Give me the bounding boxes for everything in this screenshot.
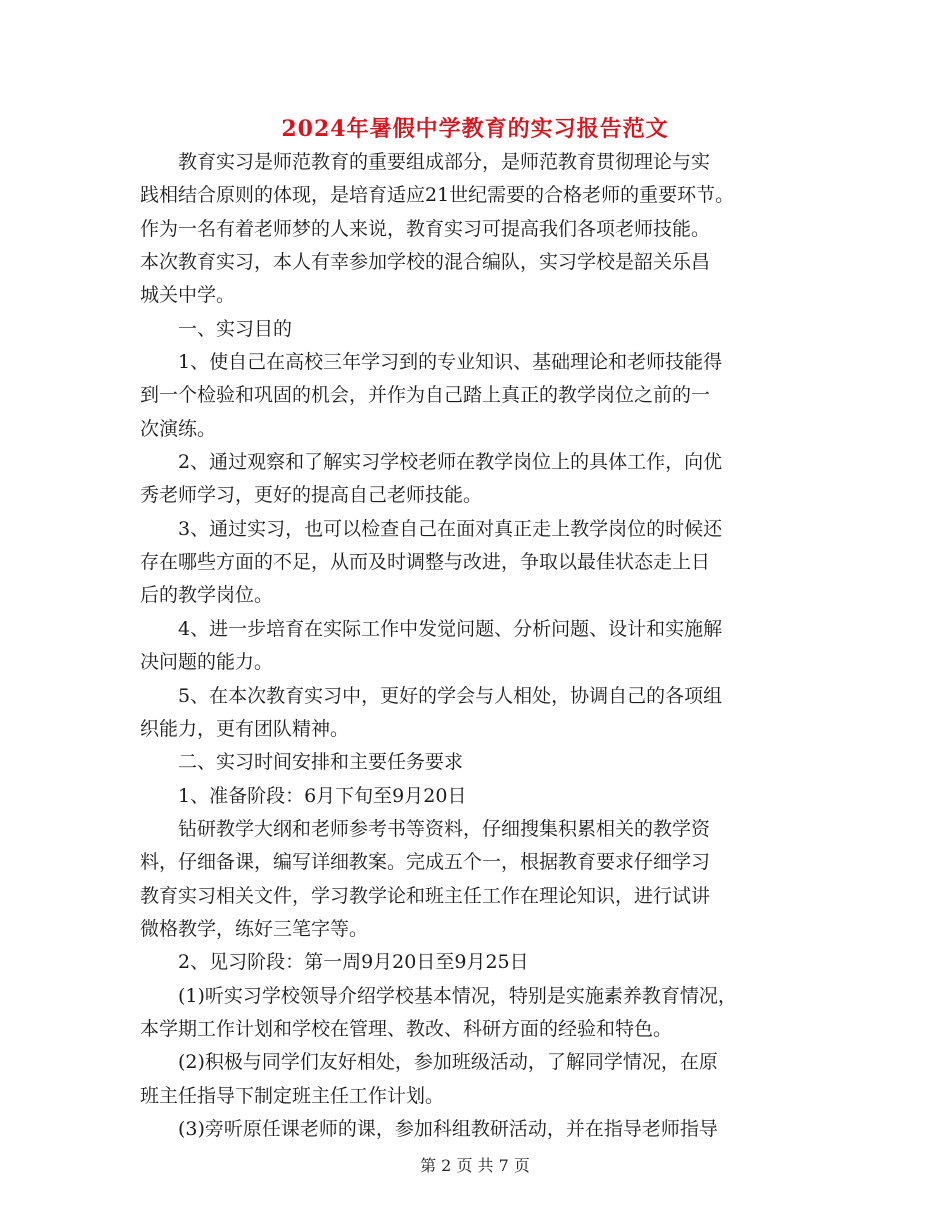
- text-line: (3)旁听原任课老师的课，参加科组教研活动，并在指导老师指导: [140, 1117, 718, 1140]
- text-line: 次演练。: [140, 417, 217, 440]
- text-line: 班主任指导下制定班主任工作计划。: [140, 1084, 445, 1107]
- text-line: 后的教学岗位。: [140, 584, 274, 607]
- section-heading: 一、实习目的: [140, 317, 293, 340]
- text-line: 微格教学，练好三笔字等。: [140, 917, 369, 940]
- page-footer: 第 2 页 共 7 页: [420, 1156, 530, 1175]
- text-line: 践相结合原则的体现，是培育适应21世纪需要的合格老师的重要环节。: [140, 184, 735, 207]
- text-line: 城关中学。: [140, 284, 236, 307]
- text-line: 到一个检验和巩固的机会，并作为自己踏上真正的教学岗位之前的一: [140, 384, 711, 407]
- text-line: 本次教育实习，本人有幸参加学校的混合编队，实习学校是韶关乐昌: [140, 251, 711, 274]
- document-body: [140, 146, 812, 1146]
- text-line: 4、进一步培育在实际工作中发觉问题、分析问题、设计和实施解: [140, 617, 723, 640]
- text-line: 本学期工作计划和学校在管理、教改、科研方面的经验和特色。: [140, 1017, 673, 1040]
- text-line: 决问题的能力。: [140, 651, 274, 674]
- text-line: 5、在本次教育实习中，更好的学会与人相处，协调自己的各项组: [140, 684, 723, 707]
- document-title: 2024年暑假中学教育的实习报告范文: [281, 116, 669, 142]
- text-line: 2、通过观察和了解实习学校老师在教学岗位上的具体工作，向优: [140, 451, 723, 474]
- text-line: 教育实习是师范教育的重要组成部分，是师范教育贯彻理论与实: [140, 151, 711, 173]
- text-line: 存在哪些方面的不足，从而及时调整与改进，争取以最佳状态走上日: [140, 551, 711, 574]
- text-line: (1)听实习学校领导介绍学校基本情况，特别是实施素养教育情况，: [140, 984, 737, 1007]
- text-line: 秀老师学习，更好的提高自己老师技能。: [140, 484, 483, 507]
- text-line: 3、通过实习，也可以检查自己在面对真正走上教学岗位的时候还: [140, 517, 723, 540]
- section-heading: 二、实习时间安排和主要任务要求: [140, 751, 464, 774]
- text-line: 作为一名有着老师梦的人来说，教育实习可提高我们各项老师技能。: [140, 217, 711, 240]
- text-line: 2、见习阶段：第一周9月20日至9月25日: [140, 951, 529, 974]
- text-line: 1、使自己在高校三年学习到的专业知识、基础理论和老师技能得: [140, 351, 723, 374]
- text-line: 1、准备阶段：6月下旬至9月20日: [140, 784, 467, 807]
- text-line: 钻研教学大纲和老师参考书等资料，仔细搜集积累相关的教学资: [140, 817, 711, 840]
- text-line: 织能力，更有团队精神。: [140, 717, 350, 740]
- text-line: 教育实习相关文件，学习教学论和班主任工作在理论知识，进行试讲: [140, 884, 711, 907]
- text-line: 料，仔细备课，编写详细教案。完成五个一，根据教育要求仔细学习: [140, 851, 711, 874]
- text-line: (2)积极与同学们友好相处，参加班级活动，了解同学情况，在原: [140, 1051, 718, 1074]
